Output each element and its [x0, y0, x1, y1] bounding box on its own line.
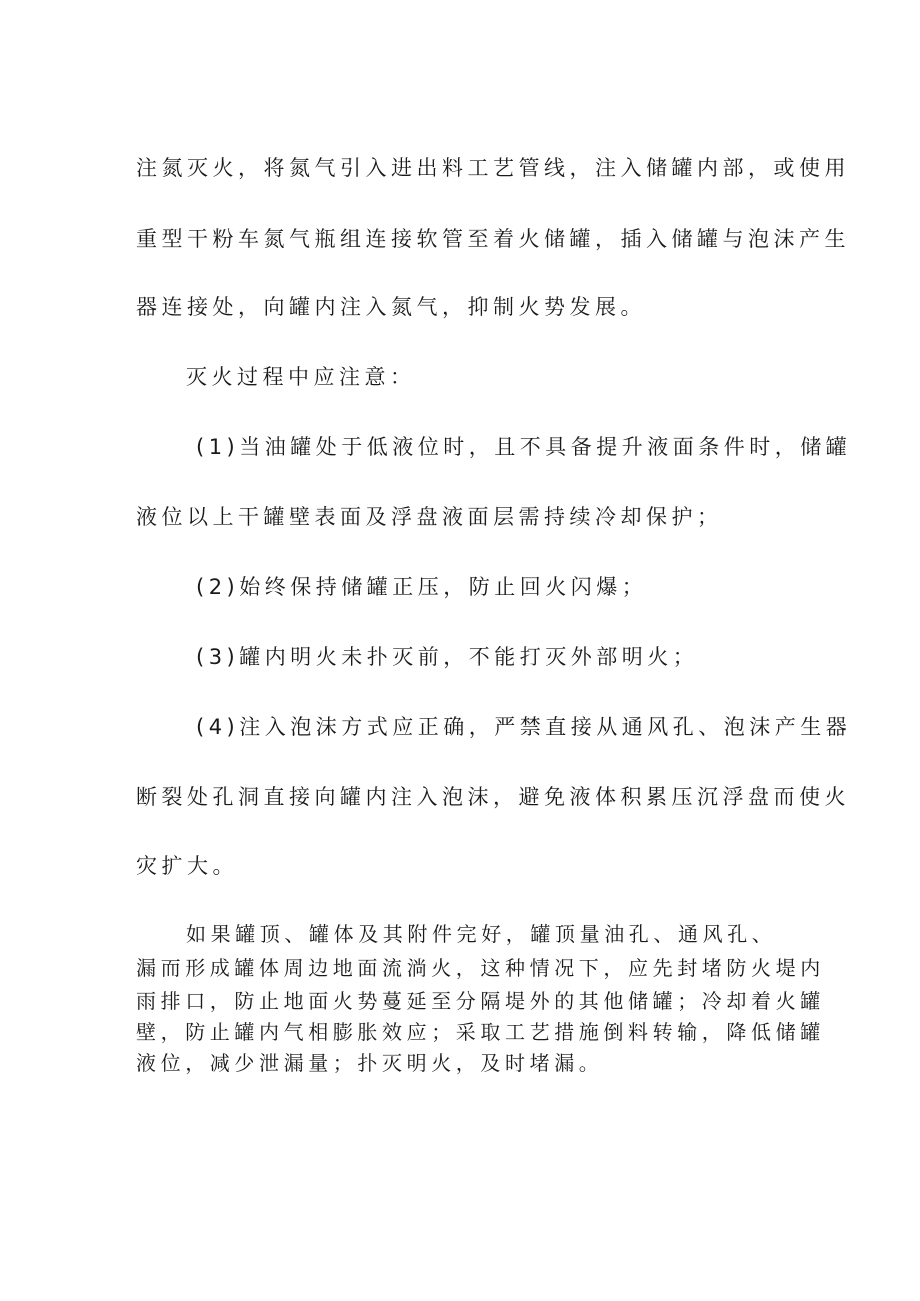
note-1-line-1: (1)当油罐处于低液位时，且不具备提升液面条件时，储罐: [196, 435, 852, 459]
precautions-heading: 灭火过程中应注意：: [186, 365, 416, 389]
paragraph-1-line-1: 注氮灭火，将氮气引入进出料工艺管线，注入储罐内部，或使用: [136, 156, 850, 180]
paragraph-3-line-5: 液位，减少泄漏量；扑灭明火，及时堵漏。: [136, 1051, 604, 1075]
paragraph-3-line-1: 如果罐顶、罐体及其附件完好，罐顶量油孔、通风孔、: [186, 922, 777, 946]
note-4-line-2: 断裂处孔洞直接向罐内注入泡沫，避免液体积累压沉浮盘而使火: [136, 785, 850, 809]
paragraph-1-line-2: 重型干粉车氮气瓶组连接软管至着火储罐，插入储罐与泡沫产生: [136, 227, 850, 251]
note-1-line-2: 液位以上干罐壁表面及浮盘液面层需持续冷却保护；: [136, 505, 723, 529]
paragraph-3-line-3: 雨排口，防止地面火势蔓延至分隔堤外的其他储罐；冷却着火罐: [136, 989, 825, 1013]
note-4-line-3: 灾扩大。: [136, 854, 238, 878]
note-3-line-1: (3)罐内明火未扑灭前，不能打灭外部明火；: [196, 645, 699, 669]
note-4-line-1: (4)注入泡沫方式应正确，严禁直接从通风孔、泡沫产生器: [196, 715, 852, 739]
paragraph-3-line-4: 壁，防止罐内气相膨胀效应；采取工艺措施倒料转输，降低储罐: [136, 1020, 825, 1044]
paragraph-1-line-3: 器连接处，向罐内注入氮气，抑制火势发展。: [136, 295, 646, 319]
paragraph-3-line-2: 漏而形成罐体周边地面流淌火，这种情况下，应先封堵防火堤内: [136, 956, 825, 980]
note-2-line-1: (2)始终保持储罐正压，防止回火闪爆；: [196, 575, 648, 599]
